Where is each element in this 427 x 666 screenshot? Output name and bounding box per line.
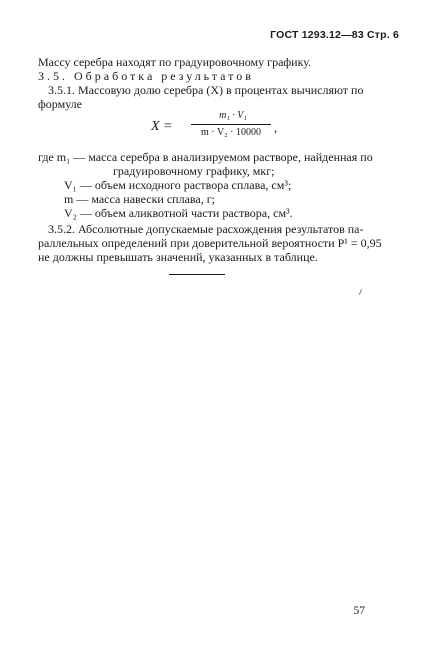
formula-denominator: m · V₂ · 10000: [201, 127, 261, 138]
formula-numerator: m₁ · V₁: [219, 110, 247, 121]
section-heading: 3.5. Обработка результатов: [38, 69, 254, 83]
definition-m: m — масса навески сплава, г;: [64, 192, 215, 206]
definition-v1: V₁ — объем исходного раствора сплава, см³;: [64, 178, 292, 192]
fraction-bar: [191, 124, 271, 125]
paragraph-352-line3: не должны превышать значений, указанных в таблице.: [38, 250, 318, 264]
scan-speck: [359, 289, 362, 295]
definition-m1-line1: где m₁ — масса серебра в анализируемом растворе, найденная по: [38, 150, 373, 164]
formula-comma: ,: [274, 120, 278, 135]
definition-v2: V₂ — объем аликвотной части раствора, см³.: [64, 206, 293, 220]
end-rule: [169, 274, 225, 275]
paragraph-351-line2: формуле: [38, 97, 82, 111]
page-header: ГОСТ 1293.12—83 Стр. 6: [270, 29, 399, 41]
paragraph-352-line1: 3.5.2. Абсолютные допускаемые расхождения результатов па-: [48, 222, 364, 236]
paragraph-352-line2: раллельных определений при доверительной вероятности P¹ = 0,95: [38, 236, 382, 250]
paragraph-351-line1: 3.5.1. Массовую долю серебра (X) в процентах вычисляют по: [48, 83, 364, 97]
paragraph-silver-mass: Массу серебра находят по градуировочному графику.: [38, 55, 312, 69]
formula-lhs: X =: [151, 119, 173, 134]
formula: [151, 110, 301, 146]
page-number: 57: [353, 605, 365, 617]
definition-m1-line2: градуировочному графику, мкг;: [113, 164, 275, 178]
